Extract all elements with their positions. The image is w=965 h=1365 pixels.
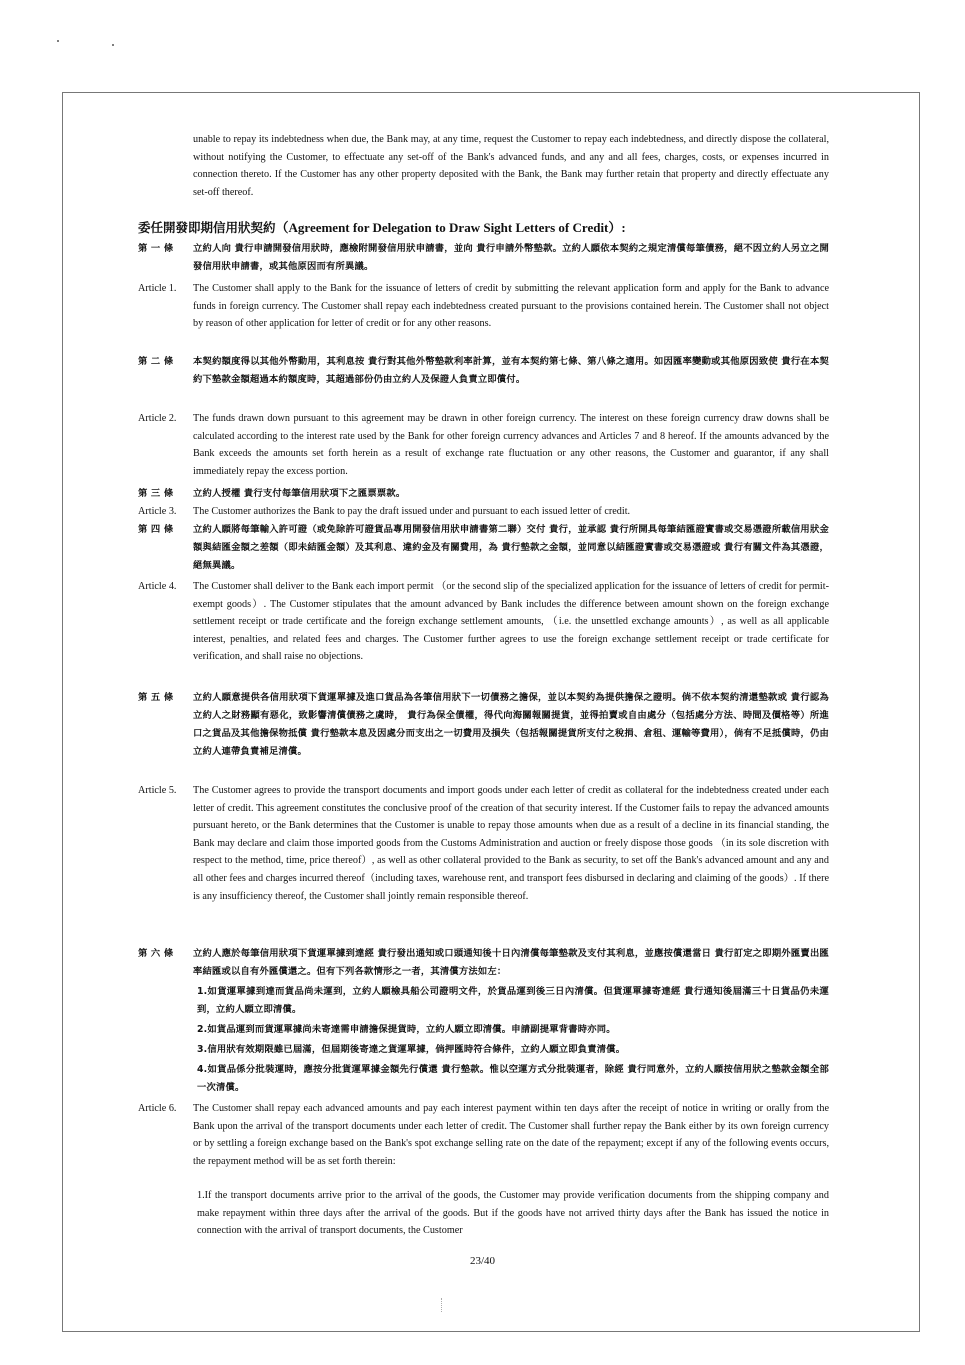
- article-5-en-label: Article 5.: [138, 785, 177, 796]
- scan-speck: [112, 44, 114, 46]
- article-6-en-item: 1.If the transport documents arrive prior to the arrival of the goods, the Customer may provide verification documents from the shipping company and make repayment within three days after the arrival of the goods. But if the goods have not arrived thirty days after the Bank has issued the notice in connection with the arrival of transport documents, the Customer: [197, 1190, 829, 1237]
- scan-speck: [57, 40, 59, 42]
- article-5-zh-text: 立約人願意提供各信用狀項下貨運單據及進口貨品為各筆信用狀下一切債務之擔保，並以本契約為提供擔保之證明。倘不依本契約清還墊款或 貴行認為立約人之財務顯有惡化，致影響清償債務之虞時， 貴行為保全債權，得代向海關報關提貨，並得拍賣或自由處分（包括處分方法、時間及價格等）所進口之貨品及其他擔保物抵償 貴行墊款本息及因處分而支出之一切費用及損失（包括報關提貨所支付之稅捐、倉租、運輸等費用），倘有不足抵償時，仍由立約人連帶負責補足清償。: [193, 692, 829, 757]
- article-6-zh-label: 第 六 條: [138, 948, 174, 959]
- article-6-zh-text: 立約人應於每筆信用狀項下貨運單據到達經 貴行發出通知或口頭通知後十日內清償每筆墊款及支付其利息，並應按償還當日 貴行訂定之即期外匯賣出匯率結匯或以自有外匯償還之。但有下列各款情形之一者，其清償方法如左：: [193, 948, 829, 977]
- article-4-en-label: Article 4.: [138, 581, 177, 592]
- page-number: 23/40: [469, 1255, 496, 1267]
- article-6-en-label: Article 6.: [138, 1103, 177, 1114]
- agreement-title: [138, 217, 626, 236]
- article-3-zh-text: 立約人授權 貴行支付每筆信用狀項下之匯票票款。: [193, 488, 406, 499]
- article-2-en-label: Article 2.: [138, 413, 177, 424]
- article-3-en-label: Article 3.: [138, 506, 177, 517]
- article-2-zh-text: 本契約額度得以其他外幣動用，其利息按 貴行對其他外幣墊款利率計算，並有本契約第七條、第八條之適用。如因匯率變動或其他原因致使 貴行在本契約下墊款金額超過本約額度時，其超過部份仍由立約人及保證人負責立即償付。: [193, 356, 829, 385]
- article-6-zh-item: 2.如貨品運到而貨運單據尚未寄達需申請擔保提貨時，立約人願立即清償。申請副提單背書時亦同。: [197, 1024, 616, 1035]
- article-6-zh-item: 4.如貨品係分批裝運時，應按分批貨運單據金額先行償還 貴行墊款。惟以空運方式分批裝運者，除經 貴行同意外，立約人願按信用狀之墊款金額全部一次清償。: [197, 1064, 829, 1093]
- article-1-en-text: The Customer shall apply to the Bank for the issuance of letters of credit by submitting the relevant application form and apply for the Bank to advance funds in foreign currency. The Customer shall repay each indebtedness created pursuant to the provisions contained herein. The Customer shall not object by reason of other application for letter of credit or for any other reasons.: [193, 283, 829, 330]
- article-1-zh-label: 第 一 條: [138, 243, 174, 254]
- article-1-zh-text: 立約人向 貴行申請開發信用狀時，應檢附開發信用狀申請書，並向 貴行申請外幣墊款。立約人願依本契約之規定清償每筆債務，絕不因立約人另立之開發信用狀申請書，或其他原因而有所異議。: [193, 243, 829, 272]
- article-6-zh-item: 3.信用狀有效期限雖已屆滿，但屆期後寄達之貨運單據，倘押匯時符合條件，立約人願立即負責清償。: [197, 1044, 626, 1055]
- article-5-en-text: The Customer agrees to provide the transport documents and import goods under each letter of credit as collateral for the indebtedness created under each letter of credit. This agreement constitutes the conclusive proof of the creation of that security interest. If the Customer fails to repay the advanced amounts pursuant hereto, or the Bank determines that the Customer is unable to repay those amounts when due as a result of a decline in its financial standing, the Bank may declare and claim those imported goods from the Customs Administration and auction or freely dispose those goods （in its sole discretion with respect to the method, time, price thereof）, as well as other collateral provided to the Bank as security, to set off the Bank's advanced amount and any and all other fees and charges incurred thereof（including taxes, warehouse rent, and transport fees disbursed in declaring and claiming of the goods）. If there is any insufficiency thereof, the Customer shall jointly remain responsible thereof.: [193, 785, 829, 902]
- article-1-en-label: Article 1.: [138, 283, 177, 294]
- article-6-zh-item: 1.如貨運單據到達而貨品尚未運到，立約人願檢具船公司證明文件，於貨品運到後三日內清償。但貨運單據寄達經 貴行通知後屆滿三十日貨品仍未運到，立約人願立即清償。: [197, 986, 829, 1015]
- article-2-en-text: The funds drawn down pursuant to this agreement may be drawn in other foreign currency. The interest on these foreign currency draw downs shall be calculated according to the interest rate used by the Bank for other foreign currency advances and Articles 7 and 8 hereof. If the amounts advanced by the Bank exceeds the amounts set forth herein as a result of exchange rate fluctuation or any other reasons, the Customer and guarantor, if any shall immediately repay the excess portion.: [193, 413, 829, 477]
- article-4-zh-text: 立約人願將每筆輸入許可證（或免除許可證貨品專用開發信用狀申請書第二聯）交付 貴行，並承認 貴行所開具每筆結匯證實書或交易憑證所載信用狀金額與結匯金額之差額（即未結匯金額）及其利息、違約金及有關費用，為 貴行墊款之金額，並同意以結匯證實書或交易憑證或 貴行有關文件為其憑證，絕無異議。: [193, 524, 829, 571]
- continuation-paragraph: unable to repay its indebtedness when due, the Bank may, at any time, request the Customer to repay each indebtedness, and directly dispose the collateral, without notifying the Customer, to effectuate any set-off of the Bank's advanced funds, and any and all fees, charges, costs, or expenses incurred in connection thereto. If the Customer has any other property deposited with the Bank, the Bank may further retain that property and directly effectuate any set-off thereof.: [193, 134, 829, 198]
- agreement-title-en: （Agreement for Delegation to Draw Sight Letters of Credit）:: [275, 220, 626, 235]
- article-5-zh-label: 第 五 條: [138, 692, 174, 703]
- article-3-zh-label: 第 三 條: [138, 488, 174, 499]
- article-3-en-text: The Customer authorizes the Bank to pay the draft issued under and pursuant to each issued letter of credit.: [193, 506, 631, 517]
- article-2-zh-label: 第 二 條: [138, 356, 174, 367]
- article-6-en-text: The Customer shall repay each advanced amounts and pay each interest payment within ten days after the receipt of notice in writing or orally from the Bank upon the arrival of the transport documents under each letter of credit. The Customer shall further repay the Bank either by its own foreign currency or by settling a foreign exchange based on the Bank's spot exchange selling rate on the date of the repayment; except if any of the following events occurs, the repayment method will be as set forth therein:: [193, 1103, 829, 1167]
- article-4-zh-label: 第 四 條: [138, 524, 174, 535]
- agreement-title-zh: 委任開發即期信用狀契約: [138, 220, 276, 235]
- scan-mark: [441, 1298, 443, 1312]
- article-4-en-text: The Customer shall deliver to the Bank each import permit （or the second slip of the specialized application for the issuance of letters of credit for permit-exempt goods）. The Customer stipulates that the amount advanced by Bank includes the difference between amount shown on the foreign exchange settlement receipt or trade certificate and the foreign exchange settlement amounts, （i.e. the unsettled exchange amounts）, as well as all applicable interest, penalties, and related fees and charges. The Customer further agrees to use the foreign exchange settlement receipt or trade certificate for verification, and shall raise no objections.: [193, 581, 829, 663]
